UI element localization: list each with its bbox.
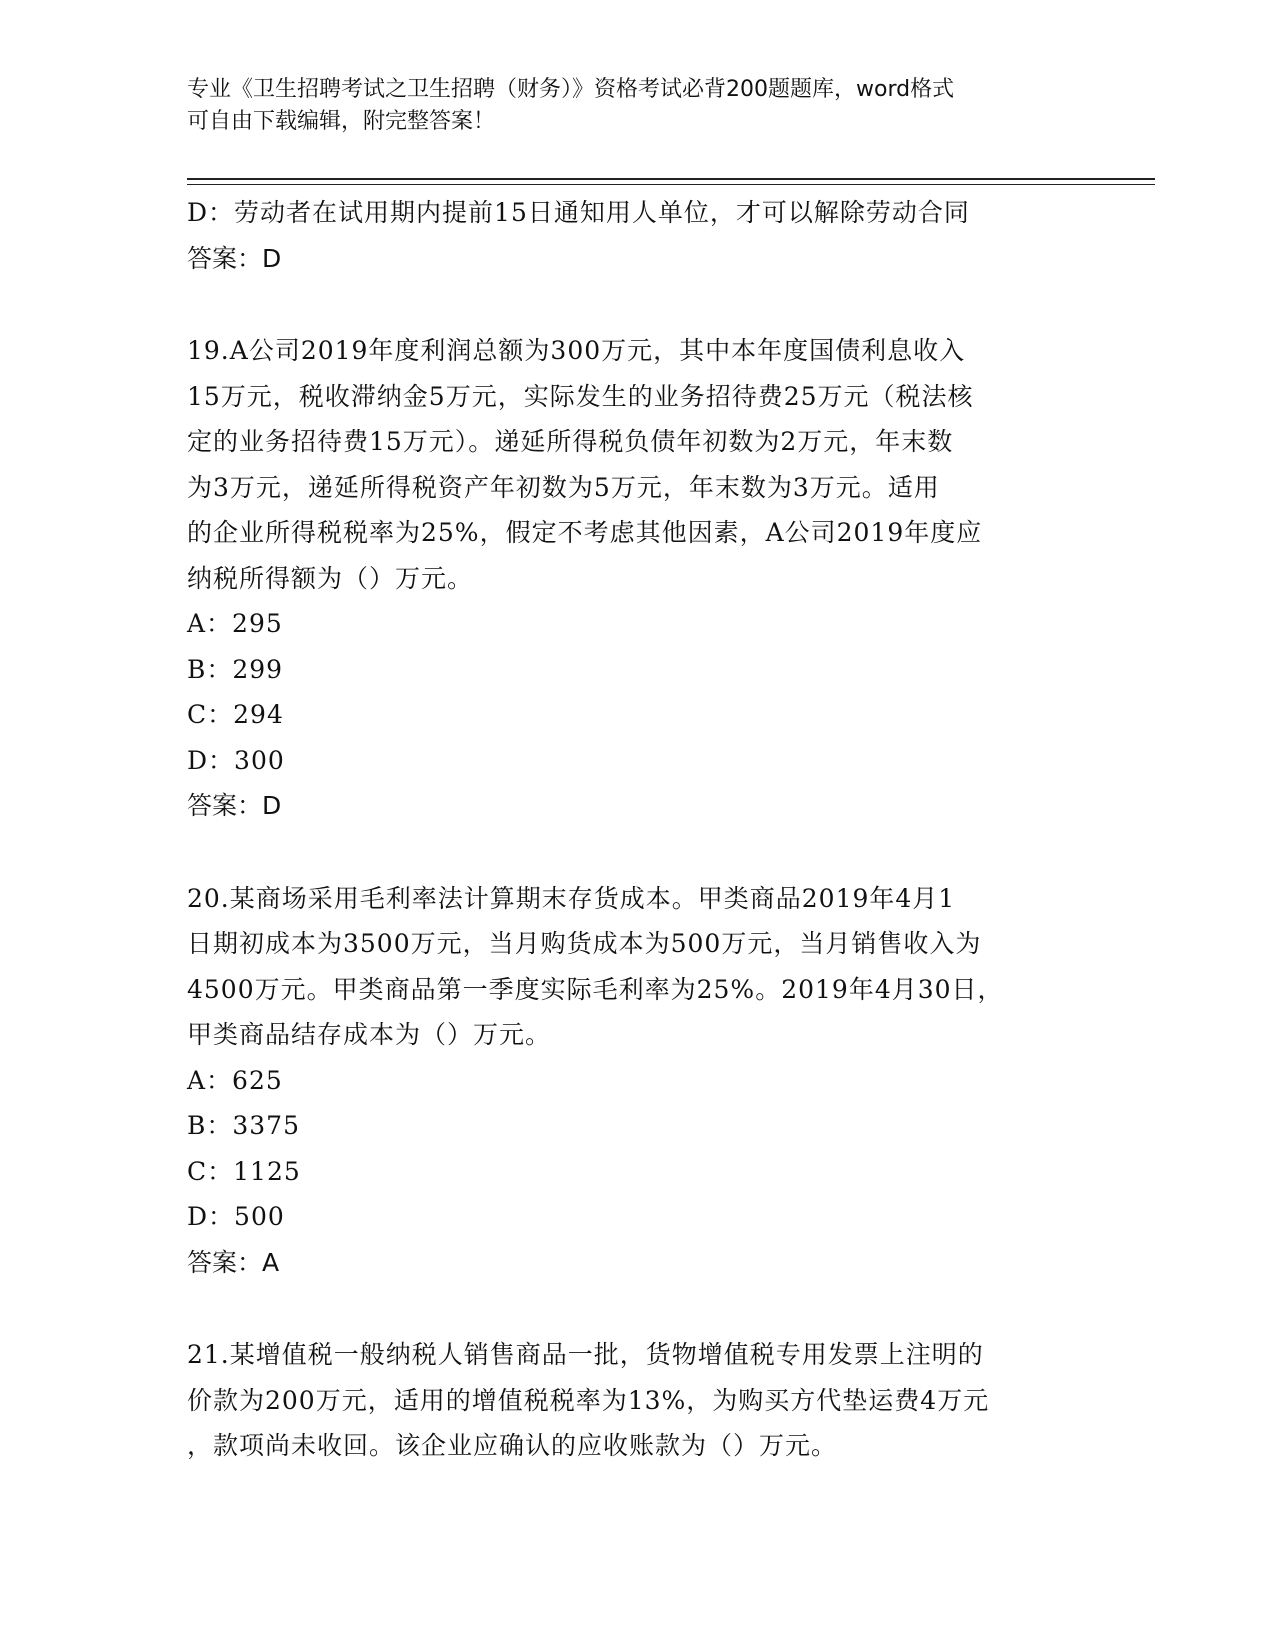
question-stem-line: 为3万元，递延所得税资产年初数为5万元，年末数为3万元。适用 xyxy=(187,472,940,502)
option-c: C：294 xyxy=(187,700,284,729)
answer-label: 答案：D xyxy=(187,243,282,273)
header-title-line-1: 专业《卫生招聘考试之卫生招聘（财务）》资格考试必背200题题库，word格式 xyxy=(187,77,955,102)
question-stem-line: 定的业务招待费15万元）。递延所得税负债年初数为2万元，年末数 xyxy=(187,427,954,456)
answer-label: 答案：A xyxy=(187,1247,280,1277)
option-b: B：299 xyxy=(187,654,284,684)
question-stem-line: 价款为200万元，适用的增值税税率为13%，为购买方代垫运费4万元 xyxy=(187,1385,990,1415)
spacer xyxy=(187,829,1087,876)
question-stem-line: ，款项尚未收回。该企业应确认的应收账款为（）万元。 xyxy=(187,1431,838,1460)
option-a: A：625 xyxy=(187,1065,283,1095)
question-stem-line: 纳税所得额为（）万元。 xyxy=(187,563,474,593)
question-21 xyxy=(187,1332,1087,1469)
document-header xyxy=(187,74,1067,138)
question-19 xyxy=(187,328,1087,829)
question-20 xyxy=(187,876,1087,1286)
spacer xyxy=(187,1285,1087,1332)
question-18-tail xyxy=(187,190,1087,281)
option-b: B：3375 xyxy=(187,1111,300,1140)
header-divider-thick xyxy=(187,178,1155,180)
answer-label: 答案：D xyxy=(187,791,282,820)
question-stem-line: 的企业所得税税率为25%，假定不考虑其他因素，A公司2019年度应 xyxy=(187,518,983,547)
question-stem-line: 日期初成本为3500万元，当月购货成本为500万元，当月销售收入为 xyxy=(187,929,982,958)
header-divider-thin xyxy=(187,184,1155,185)
question-stem-line: 20.某商场采用毛利率法计算期末存货成本。甲类商品2019年4月1 xyxy=(187,883,956,913)
option-d: D：劳动者在试用期内提前15日通知用人单位，才可以解除劳动合同 xyxy=(187,198,970,227)
document-body xyxy=(187,190,1087,1469)
question-stem-line: 4500万元。甲类商品第一季度实际毛利率为25%。2019年4月30日， xyxy=(187,974,1004,1004)
question-stem-line: 甲类商品结存成本为（）万元。 xyxy=(187,1020,552,1049)
option-c: C：1125 xyxy=(187,1156,301,1186)
header-title-line-2: 可自由下载编辑，附完整答案！ xyxy=(187,109,496,134)
option-d: D：500 xyxy=(187,1202,285,1231)
option-a: A：295 xyxy=(187,609,283,638)
spacer xyxy=(187,281,1087,328)
question-stem-line: 15万元，税收滞纳金5万元，实际发生的业务招待费25万元（税法核 xyxy=(187,381,974,411)
option-d: D：300 xyxy=(187,745,285,775)
question-stem-line: 19.A公司2019年度利润总额为300万元，其中本年度国债利息收入 xyxy=(187,336,966,365)
question-stem-line: 21.某增值税一般纳税人销售商品一批，货物增值税专用发票上注明的 xyxy=(187,1340,984,1369)
